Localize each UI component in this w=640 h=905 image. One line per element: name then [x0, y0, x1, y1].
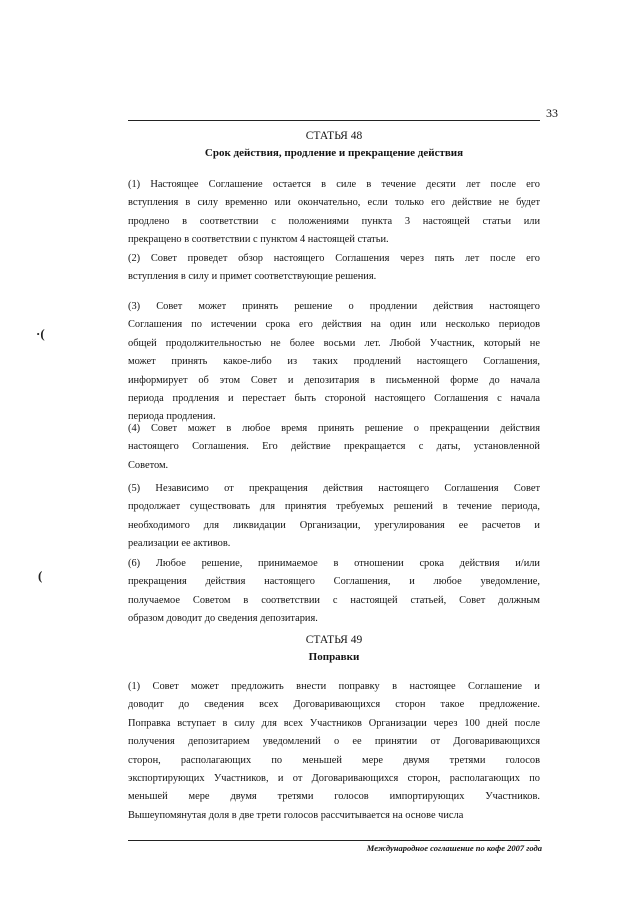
paragraph-line: получаемое Советом в соответствии с настоящей статьей, Совет должным	[128, 594, 540, 606]
paragraph-line: прекращено в соответствии с пунктом 4 настоящей статьи.	[128, 234, 389, 246]
article-49-subtitle: Поправки	[308, 651, 360, 663]
paragraph-line: Советом.	[128, 459, 169, 471]
paragraph-line: (1) Совет может предложить внести поправку в настоящее Соглашение и	[128, 681, 540, 692]
paragraph-line: продлено в соответствии с положениями пункта 3 настоящей статьи или	[128, 215, 540, 227]
margin-mark: (	[38, 568, 43, 583]
paragraph-line: Поправка вступает в силу для всех Участников Организации через 100 дней после	[128, 717, 540, 729]
paragraph	[128, 176, 540, 250]
paragraph	[128, 480, 540, 554]
paragraph-line: Соглашения по истечении срока его действия на один или несколько периодов	[128, 319, 540, 331]
footer-caption: Международное соглашение по кофе 2007 года	[366, 843, 542, 853]
paragraph-line: реализации ее активов.	[128, 538, 231, 550]
paragraph-line: может принять какое-либо из таких продлений настоящего Соглашения,	[128, 356, 540, 368]
paragraph-line: настоящего Соглашения. Его действие прекращается с даты, установленной	[128, 441, 540, 453]
paragraph-line: вступления в силу временно или окончательно, если только его действие не будет	[128, 197, 540, 209]
paragraph-line: (6) Любое решение, принимаемое в отношении срока действия и/или	[128, 558, 540, 569]
margin-mark: ·(	[36, 326, 45, 341]
paragraph-line: продолжает существовать для принятия требуемых решений в течение периода,	[128, 501, 540, 513]
paragraph-line: (5) Независимо от прекращения действия настоящего Соглашения Совет	[128, 483, 540, 494]
paragraph-line: получения депозитарием уведомлений о ее принятии от Договаривающихся	[128, 736, 540, 748]
article-49-heading	[128, 632, 540, 666]
paragraph-line: (3) Совет может принять решение о продлении действия настоящего	[128, 301, 540, 312]
paragraph-line: периода продления.	[128, 411, 216, 423]
paragraph-line: (1) Настоящее Соглашение остается в силе в течение десяти лет после его	[128, 179, 540, 190]
paragraph-line: прекращения действия настоящего Соглашения, и любое уведомление,	[128, 576, 540, 588]
footer-rule	[128, 840, 540, 841]
paragraph	[128, 250, 540, 287]
paragraph-line: доводит до сведения всех Договаривающихся сторон такое предложение.	[128, 699, 540, 711]
paragraph	[128, 298, 540, 427]
article-48-title: СТАТЬЯ 48	[305, 130, 363, 142]
paragraph	[128, 420, 540, 475]
paragraph-line: информирует об этом Совет и депозитария в письменной форме до начала	[128, 374, 540, 386]
paragraph-line: (2) Совет проведет обзор настоящего Соглашения через пять лет после его	[128, 253, 540, 264]
paragraph	[128, 678, 540, 825]
paragraph	[128, 555, 540, 629]
article-49-title: СТАТЬЯ 49	[305, 634, 363, 646]
paragraph-line: (4) Совет может в любое время принять решение о прекращении действия	[128, 423, 540, 434]
paragraph-line: общей продолжительностью не более восьми лет. Любой Участник, который не	[128, 337, 540, 349]
article-48-heading	[128, 128, 540, 162]
paragraph-line: образом доводит до сведения депозитария.	[128, 613, 318, 625]
article-48-subtitle: Срок действия, продление и прекращение действия	[204, 147, 464, 159]
paragraph-line: меньшей мере двумя третями голосов импортирующих Участников.	[128, 791, 540, 803]
paragraph-line: необходимого для ликвидации Организации, урегулирования ее расчетов и	[128, 519, 540, 531]
page-number: 33	[546, 106, 558, 120]
paragraph-line: вступления в силу и примет соответствующие решения.	[128, 271, 377, 283]
paragraph-line: сторон, располагающих по меньшей мере двумя третями голосов	[128, 754, 540, 766]
paragraph-line: Вышеупомянутая доля в две трети голосов рассчитывается на основе числа	[128, 809, 464, 821]
paragraph-line: периода продления и перестает быть стороной настоящего Соглашения с начала	[128, 393, 540, 405]
paragraph-line: экспортирующих Участников, и от Договаривающихся сторон, располагающих по	[128, 773, 540, 785]
header-rule	[128, 120, 540, 121]
